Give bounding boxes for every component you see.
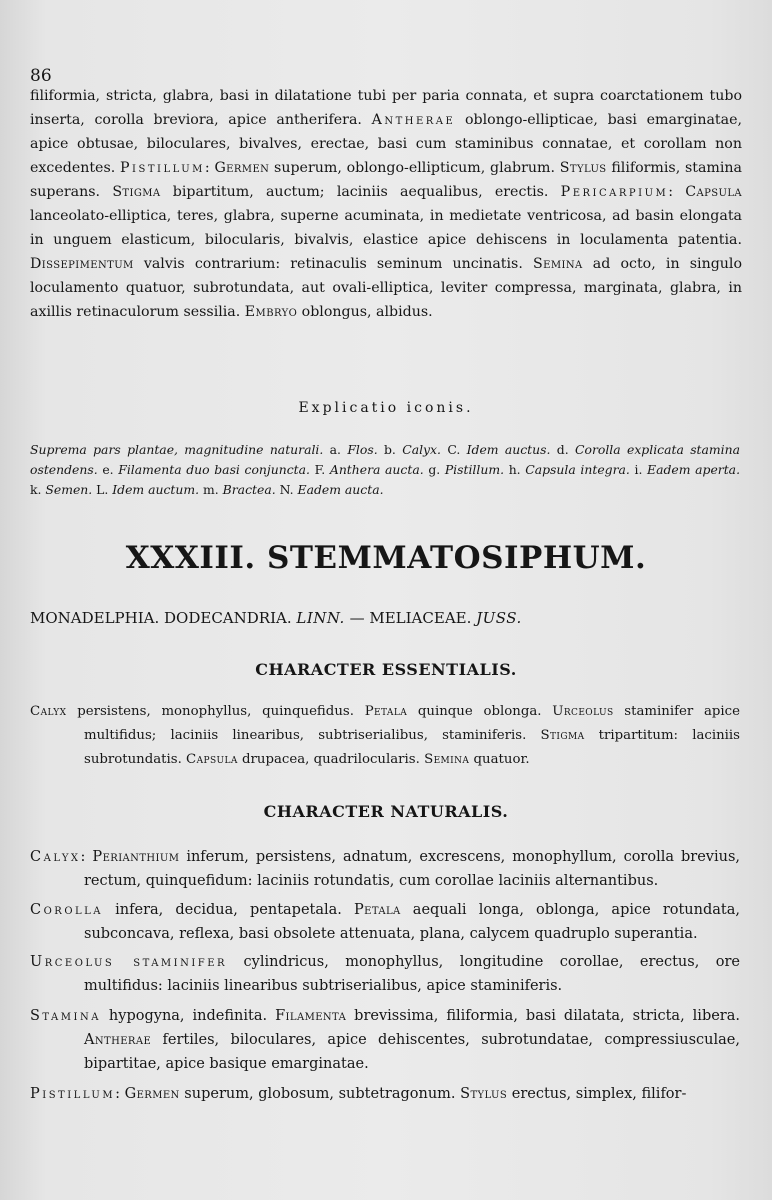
caption-run: Suprema pars plantae, magnitudine naturali. (30, 442, 330, 457)
text-run: superum, oblongo-ellipticum, glabrum. (269, 160, 560, 176)
naturalis-heading: CHARACTER NATURALIS. (263, 802, 509, 821)
figure-letter: C. (447, 442, 461, 457)
genus-title: XXXIII. STEMMATOSIPHUM. (125, 540, 647, 576)
term-antherae: Antherae (371, 112, 456, 128)
text-run: filiformis, stamina superans. (30, 160, 742, 200)
text-run: lanceolato-elliptica, teres, glabra, superne acuminata, in medietate ventricosa, ad basin elongata in unguem elasticum, bilocularis, bivalvis, elastice apice dehiscens in loculamenta patentia. (30, 208, 742, 248)
text-run: superum, globosum, subtetragonum. (179, 1086, 461, 1102)
caption-run: Filamenta duo basi conjuncta. (113, 462, 315, 477)
text-run: : (204, 160, 215, 176)
term-stigma: Stigma (540, 728, 585, 743)
naturalis-pistillum (30, 1082, 740, 1106)
figure-letter: e. (102, 462, 114, 477)
text-run: oblongo-ellipticae, basi emarginatae, apice obtusae, biloculares, bivalves, erectae, basi cum staminibus connatae, et corollam non excedentes. (30, 112, 742, 176)
naturalis-calyx (30, 845, 740, 893)
text-run: hypogyna, indefinita. (100, 1008, 276, 1024)
caption-run: Flos. (341, 442, 384, 457)
text-run: cylindricus, monophyllus, longitudine corollae, erectus, ore multifidus: laciniis linearibus subtriserialibus, apice staminiferis. (84, 954, 741, 994)
text-run: filiformia, stricta, glabra, basi in dilatatione tubi per paria connata, et supra coarctationem tubo inserta, corolla breviora, apice antherifera. (30, 88, 742, 128)
figure-letter: L. (96, 482, 109, 497)
explicatio-heading: Explicatio iconis. (298, 400, 474, 416)
term-capsula: Capsula (186, 752, 238, 767)
caption-run: Idem auctus. (460, 442, 557, 457)
classification-line (30, 609, 522, 627)
text-run: infera, decidua, pentapetala. (103, 902, 355, 918)
term-urceolus-staminifer: Urceolus staminifer (30, 954, 228, 970)
caption-run: Anthera aucta. (325, 462, 429, 477)
text-run: quinque oblonga. (407, 704, 553, 719)
term-germen: Germen (124, 1086, 180, 1102)
text-run: inferum, persistens, adnatum, excrescens, monophyllum, corolla brevius, rectum, quinquefidum: laciniis rotundatis, cum corollae laciniis alternantibus. (84, 849, 741, 889)
term-petala: Petala (354, 902, 401, 918)
essentialis-paragraph (30, 700, 740, 772)
text-run: brevissima, filiformia, basi dilatata, stricta, libera. (346, 1008, 740, 1024)
caption-run: Eadem aucta. (293, 482, 384, 497)
figure-letter: i. (634, 462, 643, 477)
term-pericarpium: Pericarpium (560, 184, 669, 200)
text-run: quatuor. (469, 752, 530, 767)
classification-text: — MELIACEAE. (344, 609, 477, 627)
term-semina: Semina (533, 256, 583, 272)
term-calyx: Calyx (30, 704, 67, 719)
page-number: 86 (30, 66, 52, 86)
text-run: : (80, 849, 93, 865)
authority-linn: LINN. (296, 609, 345, 627)
caption-run: Capsula integra. (520, 462, 635, 477)
term-urceolus: Urceolus (552, 704, 614, 719)
text-run: aequali longa, oblonga, apice rotundata, subconcava, reflexa, basi obsolete attenuata, plana, calycem quadruplo superantia. (84, 902, 740, 942)
term-embryo: Embryo (244, 304, 298, 320)
caption-run: Corolla explicata stamina ostendens. (30, 442, 740, 477)
figure-letter: a. (329, 442, 341, 457)
text-run: oblongus, albidus. (297, 304, 433, 320)
caption-run: Bractea. (218, 482, 280, 497)
term-stylus: Stylus (559, 160, 607, 176)
term-semina: Semina (424, 752, 470, 767)
term-perianthium: Perianthium (92, 849, 180, 865)
text-run: staminifer apice multifidus; laciniis linearibus, subtriserialibus, staminiferis. (84, 704, 740, 743)
caption-run: Pistillum. (440, 462, 509, 477)
term-antherae: Antherae (84, 1032, 152, 1048)
term-calyx: Calyx (30, 849, 81, 865)
figure-letter: d. (556, 442, 569, 457)
text-run: bipartitum, auctum; laciniis aequalibus, erectis. (160, 184, 561, 200)
figure-letter: N. (279, 482, 294, 497)
naturalis-corolla (30, 898, 740, 946)
figure-letter: m. (203, 482, 219, 497)
term-pistillum: Pistillum (30, 1086, 116, 1102)
explicatio-caption (30, 440, 740, 500)
text-run: ad octo, in singulo loculamento quatuor, subrotundata, aut ovali-elliptica, leviter compressa, marginata, glabra, in axillis retinaculorum sessilia. (30, 256, 743, 320)
text-run: erectus, simplex, filifor- (507, 1086, 687, 1102)
text-run: fertiles, biloculares, apice dehiscentes, subrotundatae, compressiusculae, bipartitae, apice basique emarginatae. (84, 1032, 740, 1072)
figure-letter: g. (428, 462, 441, 477)
term-filamenta: Filamenta (275, 1008, 347, 1024)
caption-run: Semen. (41, 482, 97, 497)
figure-letter: F. (314, 462, 326, 477)
text-run: drupacea, quadrilocularis. (237, 752, 425, 767)
term-stigma: Stigma (112, 184, 161, 200)
figure-letter: h. (508, 462, 521, 477)
figure-letter: b. (384, 442, 396, 457)
term-germen: Germen (214, 160, 270, 176)
term-stamina: Stamina (30, 1008, 101, 1024)
figure-letter: k. (30, 482, 42, 497)
text-run: : (115, 1086, 125, 1102)
text-run: persistens, monophyllus, quinquefidus. (66, 704, 365, 719)
term-dissepimentum: Dissepimentum (30, 256, 134, 272)
term-pistillum: Pistillum (120, 160, 205, 176)
description-paragraph (30, 84, 742, 324)
text-run: tripartitum: laciniis subrotundatis. (84, 728, 740, 767)
classification-text: MONADELPHIA. DODECANDRIA. (30, 609, 297, 627)
text-run: : (668, 184, 686, 200)
authority-juss: JUSS. (476, 609, 522, 627)
term-capsula: Capsula (685, 184, 743, 200)
term-petala: Petala (364, 704, 408, 719)
caption-run: Idem auctum. (108, 482, 204, 497)
naturalis-urceolus (30, 950, 740, 998)
term-stylus: Stylus (460, 1086, 508, 1102)
caption-run: Eadem aperta. (642, 462, 741, 477)
naturalis-stamina (30, 1004, 740, 1076)
text-run: valvis contrarium: retinaculis seminum uncinatis. (133, 256, 534, 272)
term-corolla: Corolla (30, 902, 104, 918)
caption-run: Calyx. (395, 442, 448, 457)
essentialis-heading: CHARACTER ESSENTIALIS. (255, 660, 517, 679)
